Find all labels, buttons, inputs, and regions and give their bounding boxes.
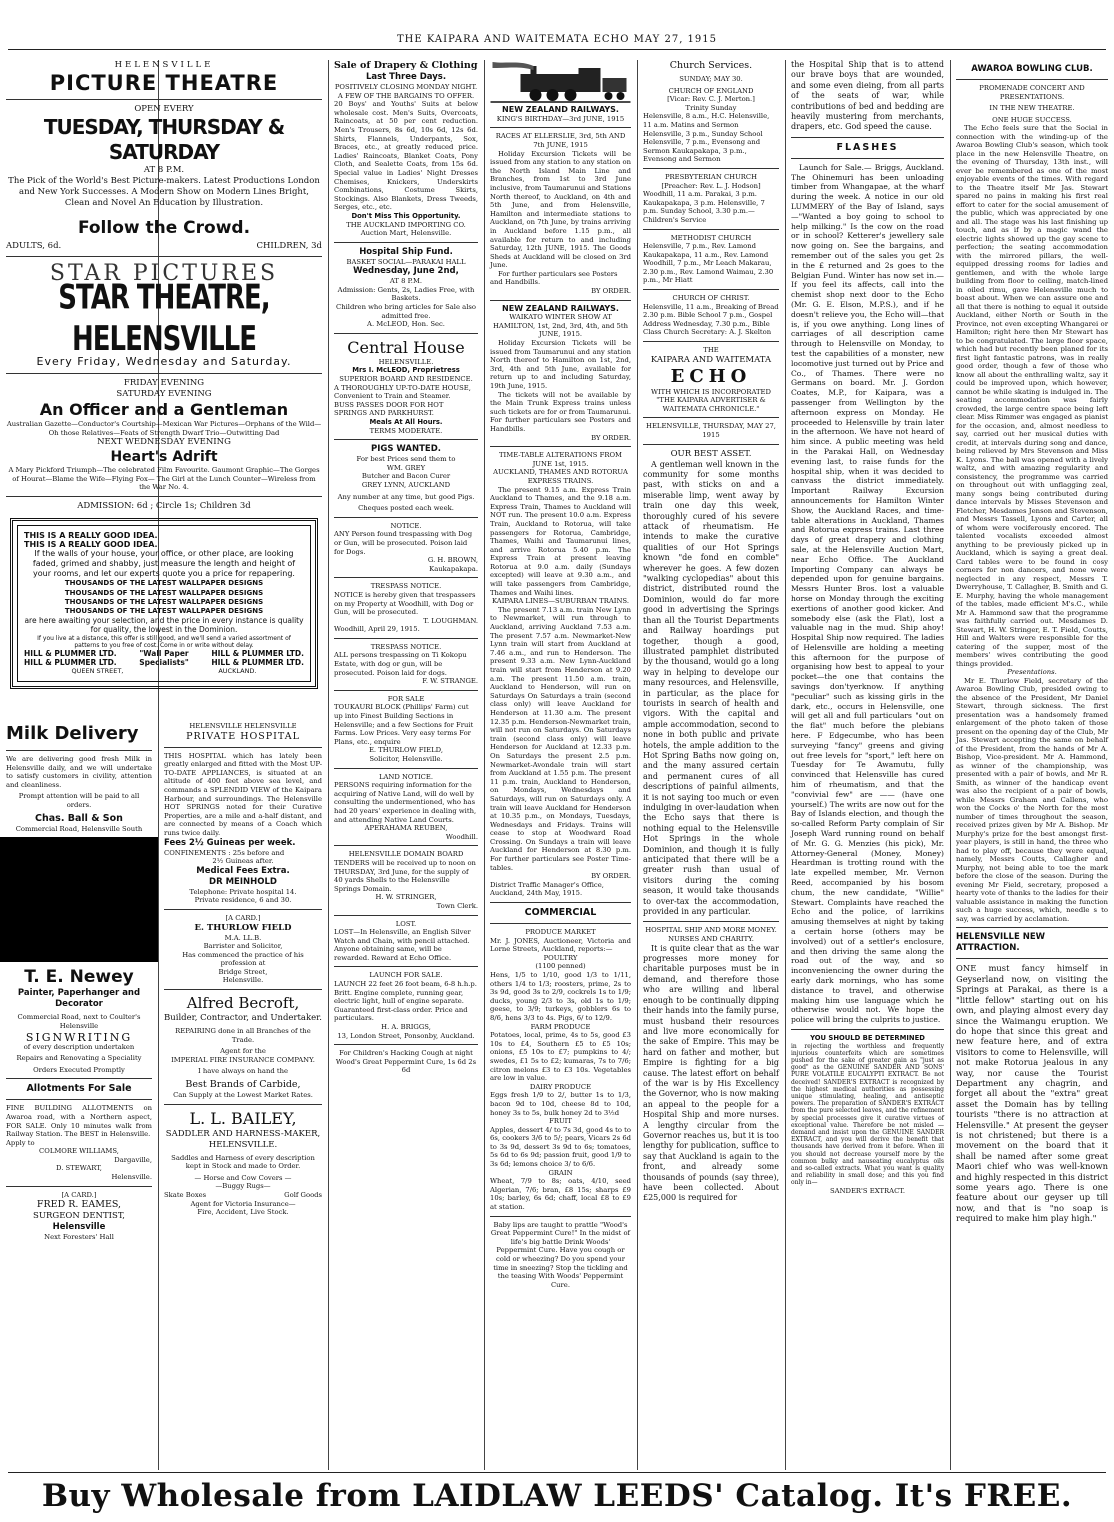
laidlaw-leeds-footer-ad: Buy Wholesale from LAIDLAW LEEDS' Catalog. It's FREE.: [41, 1478, 1073, 1514]
hospital-ship-fund-title: Hospital Ship Fund.: [359, 246, 453, 257]
star-pictures-title: STAR PICTURES: [49, 261, 279, 286]
bailey-name: L. L. BAILEY,: [189, 1108, 297, 1128]
new-attraction-title: HELENSVILLE NEW ATTRACTION.: [956, 932, 1046, 954]
nz-railways-title: NEW ZEALAND RAILWAYS.: [502, 105, 619, 115]
star-theatre-title: STAR THEATRE, HELENSVILLE: [58, 278, 270, 360]
echo-masthead: ECHO: [670, 365, 752, 387]
central-house-title: Central House: [347, 337, 465, 357]
becroft-name: Alfred Becroft,: [186, 994, 300, 1013]
picture-theatre-title: PICTURE THEATRE: [49, 71, 279, 95]
wallpaper-ad: THIS IS A REALLY GOOD IDEA. THIS IS A REALLY GOOD IDEA. If the walls of your house, your office, or other place, are looking faded, grimed and shabby, just measure the length and height of your rooms, and let our experts quote you a price for repapering. THOUSANDS OF THE LATEST WALLPAPER DESIGNS THOUSANDS OF THE LATEST WALLPAPER DESIGNS THOUSANDS OF THE LATEST WALLPAPER DESIGNS THOUSANDS OF THE LATEST WALLPAPER DESIGNS are here awaiting your selection, and the price in every instance is quality for quality, the lowest in the Dominion. If you live at a distance, this offer is still good, and we'll send a varied assortment of patterns to you free of cost. Come in or write without delay. HILL & PLUMMER LTD. "Wall Paper HILL & PLUMMER LTD. HILL & PLUMMER LTD. Specialists" HILL & PLUMMER LTD. QUEEN STREET, AUCKLAND.: [10, 518, 318, 689]
redacted-block: [0, 837, 158, 962]
column-6: the Hospital Ship that is to attend our brave boys that are wounded, and some even dieing, from all parts of the seats of war, while contributions of bed and bedding are heavily mustering from merchants, drapers, etc. God speed the cause. FLASHES Launch for Sale.— Briggs, Auckland. The Ohinemuri has been unloading timber from Whangapae, at the wharf during the week. A notice in our old LUMMERY of the Bay of Island, says—"Wanted a boy going to school to help milking." Is the cow on the road or in school? Ketterer's jewellery sale now going on. See the bargains, and remember out of the sales you get 2s in the £ returned and 2s goes to the Belgian Fund. Winter has now set in.—If you feel its affects, call into the chemist shop next door to the Echo (Mr. G. E. Elson, M.P.S.), and if he doesn't relieve you, the Echo will—that is, if you owe anything. Long lines of carriages of all description came through to Helensville on Monday, to test the capabilities of a monster, new locomotive just turned out by Price and Co., of Thames. There were no Germans on board. Mr. J. Gordon Coates, M.P., for Kaipara, was a passenger from Wellington by the afternoon express on Monday. He proceeded to Helensville by train later in the afternoon. We have not heard of him since. A public meeting was held in the Parakai Hall, on Wednesday evening last, to raise funds for the hospital ship, when it was decided to canvass the district immediately. Important Railway Excursion announcements for Hamilton Winter Show, the Auckland Races, and time-table alterations in Auckland, Thames and Rotorua express trains. Last three days of great drapery and clothing sale, at the Helensville Auction Mart, near Echo Office. The Auckland Importing Company can always be depended upon for genuine bargains. Messrs Hunter Bros. lost a valuable horse on Monday through the exciting exertions of another good kicker. And somebody else (ask the Flat), lost a valuable nag in the mud. Ship ahoy! Hospital Ship now required. The ladies of Helensville are holding a meeting this afternoon for the purpose of organising how best to appeal to your pocket—the one that contains the savings don'tyerknow. If anything "peculiar" such as kissing girls in the dark, etc., occurs in Helensville, one will get all and full particulars "out on the flat" much before the plebians here. F Edgecumbe, who has been surveying "fancy" greens and giving out free levels for "sport," left here on Tuesday for Te Awamutu, fully convinced that Helensville has cured him of rheumatism, and that the "convivial few" are —— (have one yourself.) The writs are now out for the Bay of Islands election, and though the so-called Reform Party complain of Sir Joseph Ward running round on behalf of Mr. G. G. Menzies (his pick), Mr. Attorney-General (Money, Money) Heardman is trotting round with the late expelled member, Mr. Vernon Reed, accompanied by his bosom chum, the new candidate, "Willie" Stewart. Complaints have reached the Echo and the police, of larrikins amusing themselves at night by taking a certain horse (others may be involved) out of a settler's enclosure, and then driving the same along the road out of the way, and so inconveniencing the owner during the early dark mornings, who has some distance to travel, and otherwise making him use language which he otherwise would not. We hope the police will bring the culprits to justice. YOU SHOULD BE DETERMINED in rejecting the worthless and frequently injurious counterfeits which are sometimes pushed for the sake of greater gain as "just as good" as the GENUINE SANDER AND SONS' PURE VOLATILE EUCALYPTI EXTRACT. Be not deceived! SANDER'S EXTRACT is recognized by the highest medical authorities as possessing unique stimulating, healing, and antiseptic powers. The preparation of SANDER'S EXTRACT from the pure selected leaves, and the refinement by special processes give it curative virtues of exceptional value. Therefore be not misled — demand and insist upon the GENUINE SANDER EXTRACT, and you will derive the benefit that thousands have derived from it before. When ill you should not decrease yourself more by the common bulky and nauseating eucalyptus oils and so-called extracts. What you want is quality and reliability in small dose; and this you find only in— SANDER'S EXTRACT.: [791, 60, 944, 1195]
follow-the-crowd: Follow the Crowd.: [77, 218, 251, 238]
masthead: THE KAIPARA AND WAITEMATA ECHO MAY 27, 1915: [396, 34, 717, 45]
column-3: Sale of Drapery & Clothing Last Three Days. POSITIVELY CLOSING MONDAY NIGHT. A FEW OF THE BARGAINS TO OFFER. 20 Boys' and Youths' Suits at below wholesale cost. Men's Suits, Overcoats, Raincoats, at 50 per cent reduction. Men's Trousers, 8s 6d, 10s 6d, 12s 6d. Shirts, Flannels, Underpants, Sox, Braces, etc., at greatly reduced price. Ladies' Raincoats, Blanket Coats, Pony Cloth, and Sealette Coats, from 15s 6d. Special value in Ladies' Night Dresses Chemises, Knickers, Underskirts Combinations, Costume Skirts, Stockings. Also Blankets, Dress Tweeds, Serges, etc., etc. Don't Miss This Opportunity. THE AUCKLAND IMPORTING CO. Auction Mart, Helensville. Hospital Ship Fund. BASKET SOCIAL—PARAKAI HALL Wednesday, June 2nd, AT 8 P.M. Admission: Gents, 2s, Ladies Free, with Baskets. Children who bring articles for Sale also admitted free. A. McLEOD, Hon. Sec. Central House HELENSVILLE. Mrs I. McLEOD, Proprietress SUPERIOR BOARD AND RESIDENCE. A THOROUGHLY UP-TO-DATE HOUSE, Convenient to Train and Steamer. BUSS PASSES DOOR FOR HOT SPRINGS AND PARKHURST. Meals At All Hours. TERMS MODERATE. PIGS WANTED. For best Prices send them to WM. GREY Butcher and Bacon Curer GREY LYNN, AUCKLAND Any number at any time, but good Pigs. Cheques posted each week. NOTICE. ANY Person found trespassing with Dog or Gun, will be prosecuted. Poison laid for Dogs. G. H. BROWN, Kaukapakapa. TRESPASS NOTICE. NOTICE is hereby given that trespassers on my Property at Woodhill, with Dog or Gun, will be prosecuted. T. LOUGHMAN. Woodhill, April 29, 1915. TRESPASS NOTICE. ALL persons trespassing on Ti Kokopu Estate, with dog or gun, will be prosecuted. Poison laid for dogs. F. W. STRANGE. FOR SALE TOUKAURI BLOCK (Phillips' Farm) cut up into Finest Building Sections in Helensville; and a few Sections for Fruit Farms. Low Prices. Very easy terms For Plans, etc., enquire E. THURLOW FIELD, Solicitor, Helensville. LAND NOTICE. PERSONS requiring information for the acquiring of Native Land, will do well by consulting the undermentioned, who has had 20 years' experience in dealing with, and attending Native Land Courts. APERAHAMA REUBEN, Woodhill. HELENSVILLE DOMAIN BOARD TENDERS will be received up to noon on THURSDAY, 3rd June, for the supply of 40 yards Shells to the Helensville Springs Domain. H. W. STRINGER, Town Clerk. LOST. LOST—In Helensville, an English Silver Watch and Chain, with pencil attached. Anyone obtaining same, will be rewarded. Reward at Echo Office. LAUNCH FOR SALE. LAUNCH 22 feet 26 foot beam, 6-8 h.h.p. Britt. Engine complete, running gear, electric light, hull of engine separate. Guaranteed first-class order. Price and particulars. H. A. BRIGGS, 13, London Street, Ponsonby, Auckland. For Children's Hacking Cough at night Wood's Great Peppermint Cure, 1s 6d 2s 6d: [334, 60, 478, 1075]
locomotive-illustration: [490, 60, 631, 104]
feature-hearts-adrift: Heart's Adrift: [110, 449, 218, 466]
our-best-asset-title: OUR BEST ASSET.: [670, 448, 752, 459]
commercial-title: COMMERCIAL: [524, 907, 597, 919]
column-2-lower: HELENSVILLE HELENSVILLE PRIVATE HOSPITAL THIS HOSPITAL which has lately been greatly enlarged and fitted with the Most UP-TO-DATE APPLIANCES, is situated at an altitude of 400 feet above sea level, and commands a SPLENDID VIEW of the Kaipara Harbour, and surroundings. The Helensville HOT SPRINGS noted for their Curative Properties, are a mile and a-half distant, and are connected by means of a Coach which runs twice daily. Fees 2½ Guineas per week. CONFINEMENTS : 25s before and 2½ Guineas after. Medical Fees Extra. DR MEINHOLD Telephone: Private hospital 14. Private residence, 6 and 30. [A CARD.] E. THURLOW FIELD M.A. LL.B. Barrister and Solicitor, Has commenced the practice of his profession at Bridge Street, Helensville. Alfred Becroft, Builder, Contractor, and Undertaker. REPAIRING done in all Branches of the Trade. Agent for the IMPERIAL FIRE INSURANCE COMPANY. I have always on hand the Best Brands of Carbide, Can Supply at the Lowest Market Rates. L. L. BAILEY, SADDLER AND HARNESS-MAKER, HELENSVILLE. Saddles and Harness of every description kept in Stock and made to Order. — Horse and Cow Covers — —Buggy Rugs— Skate Boxes Golf Goods Agent for Victoria Insurance— Fire, Accident, Live Stock.: [164, 722, 322, 1217]
bowling-club-title: AWAROA BOWLING CLUB.: [971, 64, 1093, 74]
masthead-rule: [8, 49, 1106, 50]
church-services-title: Church Services.: [669, 60, 753, 71]
milk-delivery-title: Milk Delivery: [6, 723, 139, 744]
private-hospital-title: PRIVATE HOSPITAL: [186, 730, 300, 742]
column-7: AWAROA BOWLING CLUB. PROMENADE CONCERT AND PRESENTATIONS. IN THE NEW THEATRE. ONE HUGE SUCCESS. The Echo feels sure that the Social in connection with the winding-up of the Awaroa Bowling Club's season, which took place in the new Helensville Theatre, on the evening of Thursday, 13th inst., will ever be remembered as one of the most enjoyable events of the times. With regard to the Theatre itself Mr Jas. Stewart spared no pains in making his first real effort to cater for the social amusement of the public, which was appreciated by one and all. The stage was his last finishing up touch, and as if by a magic wand the electric lights showed up the gay scene to perfection; the seating accommodation with the mirrored pillars, the well-equipped dressing rooms for ladies and gentlemen, and with the whole large building from floor to ceiling, match-lined in oiled rimu, gave Helensville much to boast about. When we can assure one and all that there is nothing to equal it outside Auckland, either North or South in the Province, not even excepting Whangarei or Hamilton; right here then Mr Stewart has to be congratulated. The large floor space, which had but recently been planed for its first light fantastic patrons, was in really good order, though a few of those who know all about the enthralling waltz, say it could be improved upon, which however, cannot be while skating is indulged in. The seating accommodation was fairly crowded, the large centre space being left clear. Miss Rimmer was engaged as pianist for the occasion, and, almost needless to say, carried out her musical duties with credit, at intervals during song and dance, being relieved by Mrs Stevenson and Miss K. Lyons. The ball was opened with a lively waltz, and with amazing regularity and consistency, the programme was carried on throughout out with unflagging zeal, many songs being contributed during dance intervals by Misses Stevenson and Fletcher, Mesdames Jenson and Stevenson, and Messrs Tassell, Lyons and Carter, all of whom were vociferously encored. The talented vocalists exceeded almost anything to be previously picked up in Auckland, which is saying a great deal. Card tables were to be found in cosy corners for non dancers, and none were neglected in any respect, Messrs T. Dwerryhouse, T. Callagher, B. Smith and G. E. Murphy, having the whole management of the tables, made efficient M's.C., while Mr A. Hammond saw that the programme was faithfully carried out. Mesdames D. Stewart, H. W. Stringer, E. T. Field, Coutts, Hill and Walters were responsible for the catering of the supper, most of the members' wives contributing the good things provided. Presentations. Mr E. Thurlow Field, secretary of the Awaroa Bowling Club, presided owing to the absence of the President, Mr Daniel Stewart, through sickness. The first presentation was a handsomely framed enlargement of the photo taken of those present on the opening day of the Club, Mr Jas. Stewart accepting the same on behalf of the President, from the hands of Mr A. Bishop, Vice-president. Mr A. Hammond, as winner of the championship, was presented with a pair of bowls, and Mr R. Smith, as winner of the handicap event was also the recipient of a pair of bowls, while Messrs Graham and Callens, who won the Cocks o' the North for the most number of times throughout the season, received prizes given by Mr A. Bishop. Mr Murphy's prize for the best amongst first-year players, is still in hand, the three who had to play off, because they were equal, namely, Messrs Coutts, Callagher and Murphy, not being able to toe the mark before the close of the season. During the evening Mr Field, secretary, proposed a hearty vote of thanks to the ladies for their valuable assistance in making the function such a huge success, which, needle s to say, was carried by acclamation. HELENSVILLE NEW ATTRACTION. ONE must fancy himself in Geyserland now, on visiting the Springs at Parakai, as there is a "little fellow" starting out on his own, and playing almost every day since the Waimangu eruption. We do hope that since this great and new feature here, and of extra visitors to come to Helensville, will not make Rotorua jealous in any way, nor cause the Tourist Department any chagrin, and forget all about the "extra" great asset the Domain has by telling tourists "there is no attraction at Helensville." At present the geyser is not christened; but there is a movement on the board that it shall be named after some great Maori chief who was well-known and highly respected in this district some years ago. There is one feature about our geyser up till now, and that is "no soap is required to make him play high.": [956, 64, 1108, 1224]
feature-officer-gentleman: An Officer and a Gentleman: [39, 400, 289, 419]
allotments-title: Allotments For Sale: [26, 1083, 132, 1095]
picture-theatre-ad: HELENSVILLE PICTURE THEATRE OPEN EVERY TUESDAY, THURSDAY & SATURDAY AT 8 P.M. The Pick of the World's Best Picture-makers. Latest Productions London and New York Successes. A Modern Show on Modern Lines Bright, Clean and Novel An Education by Illustration. Follow the Crowd. ADULTS, 6d. CHILDREN, 3d STAR PICTURES STAR THEATRE, HELENSVILLE Every Friday, Wednesday and Saturday. FRIDAY EVENING SATURDAY EVENING An Officer and a Gentleman Australian Gazette—Conductor's Courtship—Mexican War Pictures—Orphans of the Wild—Oh those Relatives—Feats of Strength Dwarf Trio—Outwitting Dad NEXT WEDNESDAY EVENING Heart's Adrift A Mary Pickford Triumph—The celebrated Film Favourite. Gaumont Graphic—The Gorges of Hourat—Blame the Wife—Flying Fox— The Girl at the Lunch Counter—Wireless from the War No. 4. ADMISSION: 6d ; Circle 1s; Children 3d THIS IS A REALLY GOOD IDEA. THIS IS A REALLY GOOD IDEA. If the walls of your house, your office, or other place, are looking faded, grimed and shabby, just measure the length and height of your rooms, and let our experts quote you a price for repapering. THOUSANDS OF THE LATEST WALLPAPER DESIGNS THOUSANDS OF THE LATEST WALLPAPER DESIGNS THOUSANDS OF THE LATEST WALLPAPER DESIGNS THOUSANDS OF THE LATEST WALLPAPER DESIGNS are here awaiting your selection, and the price in every instance is quality for quality, the lowest in the Dominion. If you live at a distance, this offer is still good, and we'll send a varied assortment of patterns to you free of cost. Come in or write without delay. HILL & PLUMMER LTD. "Wall Paper HILL & PLUMMER LTD. HILL & PLUMMER LTD. Specialists" HILL & PLUMMER LTD. QUEEN STREET, AUCKLAND.: [0, 60, 328, 720]
flashes-title: FLASHES: [836, 141, 899, 153]
newey-name: T. E. Newey: [24, 967, 134, 988]
pigs-wanted-title: PIGS WANTED.: [370, 444, 442, 455]
drapery-sale-title: Sale of Drapery & Clothing: [334, 60, 478, 71]
picture-theatre-days: TUESDAY, THURSDAY & SATURDAY: [43, 115, 285, 164]
column-5: Church Services. SUNDAY; MAY 30. CHURCH OF ENGLAND [Vicar: Rev. C. J. Merton.] Trinity Sunday Helensville, 8 a.m., H.C. Helensville, 11 a.m. Matins and Sermon Helensville, 3 p.m., Sunday School Helensville, 7 p.m., Evensong and Sermon Kaukapakapa, 3 p.m., Evensong and Sermon PRESBYTERIAN CHURCH [Preacher: Rev. L. J. Hodson] Woodhill, 11 a.m. Parakai, 3 p.m. Kaukapakapa, 3 p.m. Helensville, 7 p.m. Sunday School, 3.30 p.m.—Children's Service METHODIST CHURCH Helensville, 7 p.m., Rev. Lamond Kaukapakapa, 11 a.m., Rev. Lamond Woodhill, 7 p.m., Mr Leach Makarau, 2.30 p.m., Rev. Lamond Waimau, 2.30 p.m., Mr Hiatt CHURCH OF CHRIST. Helensville, 11 a.m., Breaking of Bread 2.30 p.m. Bible School 7 p.m., Gospel Address Wednesday, 7.30 p.m., Bible Class Church Secretary: A. J. Skelton THE KAIPARA AND WAITEMATA ECHO WITH WHICH IS INCORPORATED "THE KAIPARA ADVERTISER & WAITEMATA CHRONICLE." HELENSVILLE, THURSDAY, MAY 27, 1915 OUR BEST ASSET. A gentleman well known in the community for some months past, with sticks on and a miserable limp, went away by train one day this week, thoroughly cured of his severe attack of rheumatism. He intends to make the curative qualities of our Hot Springs known "de fond en comble" wherever he goes. A few dozen "walking cyclopedias" about this district, distributed round the Dominion, would do far more good in advertising the Springs than all the Tourist Departments and Railway hoardings put together, though a good, illustrated pamphlet distributed by the thousand, would go a long way in helping to develope our many resources, and Helensville, in particular, as the place for tourists in search of health and vigors. With the capital and ample accommodation, second to none in both public and private hotels, the ample addition to the Hot Spring Baths now going on, and the many assured certain and permanent cures of all descriptions of painful ailments, it is not saying too much or even indulging in over-laudation when the Echo says that there is nothing equal to the Helensville Hot Springs in the whole Dominion, and though it is fully anticipated that there will be a greater rush than usual of visitors during the coming season, it would take thousands to over-tax the accommodation, provided in any particular. HOSPITAL SHIP AND MORE MONEY. NURSES AND CHARITY. It is quite clear that as the war progresses more money for charitable purposes must be in demand, and therefore those who are willing and liberal enough to be continually dipping their hands into the family purse, must husband their resources and live more economically for the sake of Empire. This may be hard on father and mother, but Empire is fighting for a big cause. The latest effort on behalf of the war is by His Excellency the Governor, who is now making an appeal to the people for a Hospital Ship and more nurses. A lengthy circular from the Governor reaches us, but it is too lengthy for publication, suffice to say that Auckland is again to the front, and already some thousands of pounds (say three), have been collected. About £25,000 is required for: [643, 60, 779, 1203]
column-4: NEW ZEALAND RAILWAYS. KING'S BIRTHDAY—3rd JUNE, 1915 RACES AT ELLERSLIE, 3rd, 5th AND 7th JUNE, 1915 Holiday Excursion Tickets will be issued from any station to any station on the North Island Main Line and Branches, from 1st to 3rd June inclusive, from Taumarunui and Stations North thereof, to Auckland, on 4th and 5th June, and from Helensville, Hamilton and intermediate stations to Auckland, on 7th June, by trains arriving in Auckland before 1.15 p.m., all available for return to and including Saturday, 12th JUNE, 1915. The Goods Sheds at Auckland will be closed on 3rd June. For further particulars see Posters and Handbills. BY ORDER. NEW ZEALAND RAILWAYS. WAIKATO WINTER SHOW AT HAMILTON, 1st, 2nd, 3rd, 4th, and 5th JUNE, 1915. Holiday Excursion Tickets will be issued from Taumarunui and any station North thereof to Hamilton on 1st, 2nd, 3rd, 4th and 5th June, available for return up to and including Saturday, 19th June, 1915. The tickets will not be available by the Main Trunk Express trains unless such tickets are for or from Taumarunui. For further particulars see Posters and Handbills. BY ORDER. TIME-TABLE ALTERATIONS FROM JUNE 1st, 1915. AUCKLAND, THAMES AND ROTORUA EXPRESS TRAINS. The present 9.15 a.m. Express Train Auckland to Thames, and the 9.18 a.m. Express Train, Thames to Auckland will NOT run. The present 10.0 a.m. Express Train, Auckland to Rotorua, will take passengers for Rotorua, Cambridge, Thames, Waihi and Taumarunui lines, and arrive Rotorua 5.40 p.m. The Express Train at present leaving Rotorua at 9.0 a.m. daily (Sundays excepted) will leave at 9.30 a.m., and will take passengers from Cambridge, Thames and Waihi lines. KAIPARA LINES—SUBURBAN TRAINS. The present 7.13 a.m. train New Lynn to Newmarket, will run through to Auckland, arriving Auckland 7.53 a.m. The present 7.57 a.m. Newmarket-New Lynn train will start from Auckland at 7.46 a.m., and run to Henderson. The present 9.33 a.m. New Lynn-Auckland train will start from Henderson at 9.20 a.m. The present 11.50 a.m. train, Auckland to Henderson, will run on Saturdays On Saturdays a train (second class only) will leave Auckland for Henderson at 11.30 a.m. The present 12.35 p.m. Henderson-Newmarket train, will not run on Saturdays. On Saturdays train (second class only) will leave Henderson for Auckland at 12.33 p.m. On Saturdays the present 2.5 p.m. Newmarket-Avondale train will start from Auckland at 1.55 p.m. The present 11 p.m. train, Auckland to Henderson, on Mondays, Wednesdays and Saturdays, will run on Saturdays only. A train will leave Auckland for Henderson at 10.35 p.m., on Mondays, Tuesdays, Wednesdays and Fridays. Trains will cease to stop at Woodward Road Crossing. On Sundays a train will leave Auckland for Henderson at 8.30 p.m. For further particulars see Poster Time-tables. BY ORDER. District Traffic Manager's Office, Auckland, 24th May, 1915. COMMERCIAL PRODUCE MARKET Mr. J. JONES, Auctioneer, Victoria and Lorne Streets, Auckland, reports:— POULTRY (1100 penned) Hens, 1/5 to 1/10, good 1/3 to 1/11, others 1/4 to 1/3; roosters, prime, 2s to 3s 9d, good 3s to 2/9, cockrels 1s to 1/9; ducks, young 2/3 to 3s, old 1s to 1/9; geese, to 3/9; turkeys, gobblers 6s to 8/6, hens 3/3 to 4s. Pigs, 6/ to 12/9. FARM PRODUCE Potatoes, local, prime, 4s to 5s, good £3 10s to £4, Southern £5 to £5 10s; onions, £5 10s to £7; pumpkins to 4/; swedes, £1 5s to £2; kumaras, 7s to 7/6; citron melons £3 to £3 10s. Vegetables are low in value. DAIRY PRODUCE Eggs fresh 1/9 to 2/, butter 1s to 1/3, bacon 9d to 10d, cheese 8d to 10d, honey 3s to 5s, bulk honey 2d to 3½d FRUIT Apples, dessert 4/ to 7s 3d, good 4s to to 6s, cookers 3/6 to 5/; pears, Vicars 2s 6d to 3s 9d, dessert 3s 9d to 6s; tomatoes, 5s 6d to 6s 9d; passion fruit, good 1/9 to 3s 6d; lemons choice 3/ to 6/6. GRAIN Wheat, 7/9 to 8s; oats, 4/10, seed Algerian, 7/6; bran, £8 15s; sharps £9 10s; barley, 6s 6d; chaff, local £8 to £9 at station. Baby lips are taught to prattle "Wood's Great Peppermint Cure!" In the midst of life's big battle Drink Woods' Peppermint Cure. Have you cough or cold or wheezing? Do you spend your time in sneezing? Stop the tickling and the teasing With Woods' Peppermint Cure.: [484, 60, 637, 1470]
column-1-lower: Milk Delivery We are delivering good fresh Milk in Helensville daily, and we will undertake to satisfy customers in civility, attention and cleanliness. Prompt attention will be paid to all orders. Chas. Ball & Son Commercial Road, Helensville South T. E. Newey Painter, Paperhanger and Decorator Commercial Road, next to Coulter's Helensville SIGNWRITING of every description undertaken Repairs and Renovating a Speciality Orders Executed Promptly Allotments For Sale FINE BUILDING ALLOTMENTS on Awaroa road, with a Northern aspect, FOR SALE. Only 10 minutes walk from Railway Station. The BEST in Helensville. Apply to COLMORE WILLIAMS, Dargaville, D. STEWART, Helensville. [A CARD.] FRED R. EAMES, SURGEON DENTIST, Helensville Next Foresters' Hall: [0, 722, 158, 1482]
